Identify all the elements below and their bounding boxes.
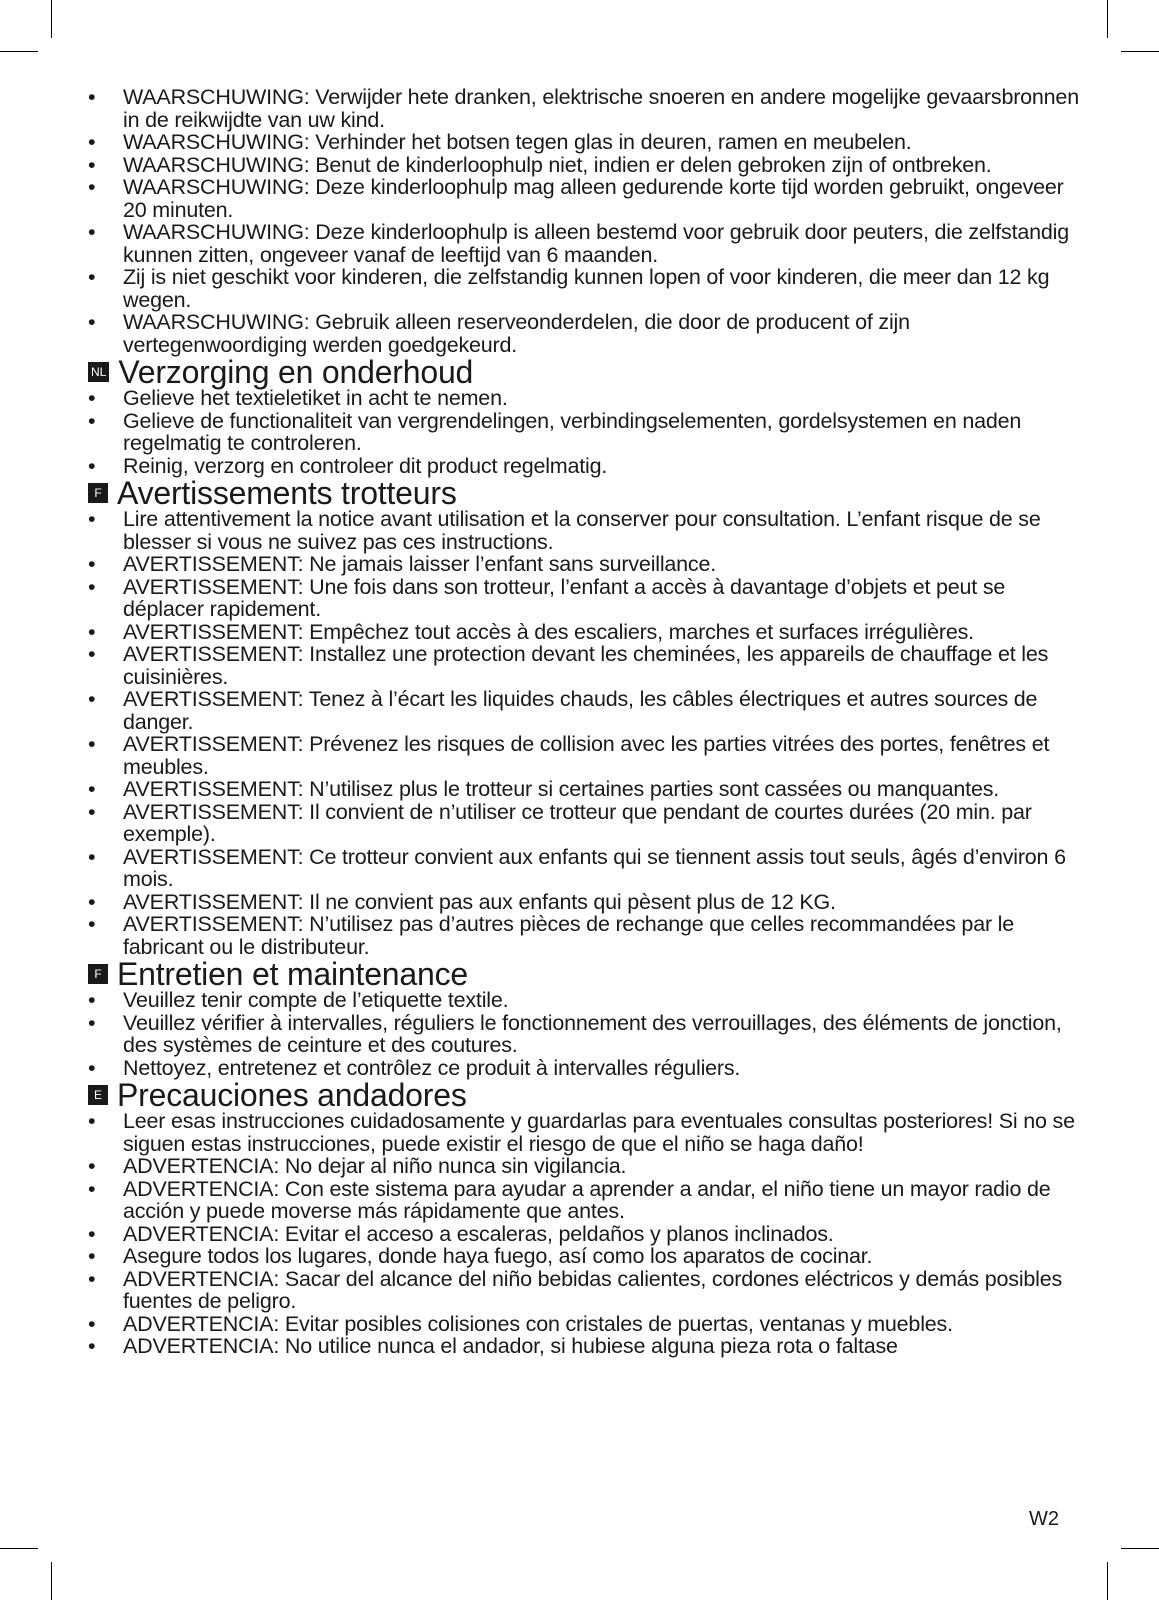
list-item-text: AVERTISSEMENT: Installez une protection devant les cheminées, les appareils de chauffage et les cuisinières. — [123, 642, 1049, 689]
crop-mark — [1107, 0, 1108, 38]
list-item-text: ADVERTENCIA: Evitar el acceso a escaleras, peldaños y planos inclinados. — [123, 1221, 834, 1246]
section-heading — [88, 1077, 1088, 1113]
list-item-text: Gelieve de functionaliteit van vergrendelingen, verbindingselementen, gordelsystemen en naden regelmatig te controleren. — [123, 408, 1022, 455]
bullet-icon: • — [88, 988, 96, 1012]
list-item-text: WAARSCHUWING: Deze kinderloophulp is alleen bestemd voor gebruik door peuters, die zelfstandig kunnen zitten, ongeveer vanaf de leeftijd van 6 maanden. — [123, 220, 1069, 267]
list-item — [88, 266, 1088, 311]
bullet-icon: • — [88, 408, 96, 433]
list-item-text: Leer esas instrucciones cuidadosamente y guardarlas para eventuales consultas posteriores! Si no se siguen estas instrucciones, puede existir el riesgo de que el niño se haga daño! — [123, 1109, 1075, 1156]
list-item — [88, 1057, 1088, 1080]
bullet-icon: • — [88, 1109, 96, 1133]
section-title: Avertissements trotteurs — [117, 475, 457, 511]
list-item-text: Zij is niet geschikt voor kinderen, die zelfstandig kunnen lopen of voor kinderen, die meer dan 12 kg wegen. — [123, 265, 1050, 312]
bullet-icon: • — [88, 1334, 96, 1358]
list-item-text: WAARSCHUWING: Deze kinderloophulp mag alleen gedurende korte tijd worden gebruikt, ongeveer 20 minuten. — [123, 175, 1064, 222]
list-item — [88, 1223, 1088, 1246]
bullet-icon: • — [88, 844, 96, 869]
bullet-icon: • — [88, 130, 96, 154]
bullet-icon: • — [88, 574, 96, 599]
list-item — [88, 733, 1088, 778]
section-heading — [88, 354, 1088, 390]
list-item-text: AVERTISSEMENT: Il convient de n’utiliser ce trotteur que pendant de courtes durées (20 min. par exemple). — [123, 799, 1032, 846]
bullet-icon: • — [88, 310, 96, 334]
list-item — [88, 1335, 1088, 1358]
section — [88, 1077, 1088, 1358]
list-item-text: ADVERTENCIA: No dejar al niño nunca sin vigilancia. — [123, 1154, 627, 1178]
list-item-text: AVERTISSEMENT: Tenez à l’écart les liquides chauds, les câbles électriques et autres sources de danger. — [123, 687, 1038, 734]
list-item-text: AVERTISSEMENT: Prévenez les risques de collision avec les parties vitrées des portes, fenêtres et meubles. — [123, 732, 1050, 779]
bullet-icon: • — [88, 85, 96, 109]
list-item-text: Veuillez vérifier à intervalles, réguliers le fonctionnement des verrouillages, des éléments de jonction, des systèmes de ceinture et des coutures. — [123, 1010, 1062, 1057]
crop-mark — [51, 0, 52, 38]
list-item — [88, 86, 1088, 131]
crop-mark — [0, 51, 38, 52]
bullet-list — [88, 1110, 1088, 1358]
list-item-text: WAARSCHUWING: Verhinder het botsen tegen glas in deuren, ramen en meubelen. — [123, 130, 912, 154]
bullet-icon: • — [88, 1154, 96, 1178]
list-item-text: Asegure todos los lugares, donde haya fuego, así como los aparatos de cocinar. — [123, 1244, 873, 1268]
list-item-text: ADVERTENCIA: Evitar posibles colisiones con cristales de puertas, ventanas y muebles. — [123, 1311, 953, 1336]
document-body — [88, 86, 1088, 1358]
list-item — [88, 989, 1088, 1012]
list-item — [88, 1178, 1088, 1223]
list-item-text: ADVERTENCIA: Con este sistema para ayudar a aprender a andar, el niño tiene un mayor radio de acción y puede moverse más rápidamente que antes. — [123, 1176, 1051, 1223]
list-item — [88, 553, 1088, 576]
bullet-icon: • — [88, 799, 96, 824]
bullet-icon: • — [88, 642, 96, 666]
section — [88, 956, 1088, 1080]
crop-mark — [1107, 1562, 1108, 1600]
section-heading — [88, 956, 1088, 992]
list-item — [88, 410, 1088, 455]
list-item — [88, 643, 1088, 688]
bullet-icon: • — [88, 175, 96, 199]
list-item-text: Lire attentivement la notice avant utilisation et la conserver pour consultation. L’enfant risque de se blesser si vous ne suivez pas ces instructions. — [123, 507, 1041, 554]
bullet-list — [88, 508, 1088, 958]
language-tag: E — [88, 1085, 108, 1105]
list-item — [88, 801, 1088, 846]
list-item-text: WAARSCHUWING: Benut de kinderloophulp niet, indien er delen gebroken zijn of ontbreken. — [123, 152, 992, 177]
list-item — [88, 1268, 1088, 1313]
list-item-text: AVERTISSEMENT: Ne jamais laisser l’enfant sans surveillance. — [123, 552, 717, 576]
list-item-text: WAARSCHUWING: Gebruik alleen reserveonderdelen, die door de producent of zijn vertegenwoordiging werden goedgekeurd. — [123, 310, 910, 357]
list-item-text: AVERTISSEMENT: Empêchez tout accès à des escaliers, marches et surfaces irrégulières. — [123, 619, 974, 644]
list-item-text: ADVERTENCIA: Sacar del alcance del niño bebidas calientes, cordones eléctricos y demás posibles fuentes de peligro. — [123, 1266, 1063, 1313]
bullet-icon: • — [88, 1221, 96, 1246]
list-item — [88, 891, 1088, 914]
section-title: Verzorging en onderhoud — [118, 354, 474, 390]
list-item — [88, 508, 1088, 553]
bullet-icon: • — [88, 1266, 96, 1291]
language-tag: NL — [88, 362, 109, 382]
bullet-icon: • — [88, 507, 96, 531]
section-heading — [88, 475, 1088, 511]
bullet-icon: • — [88, 220, 96, 244]
bullet-icon: • — [88, 453, 96, 478]
language-tag: F — [88, 964, 108, 984]
crop-mark — [1121, 51, 1159, 52]
list-item-text: Gelieve het textieletiket in acht te nemen. — [123, 386, 508, 410]
bullet-list — [88, 387, 1088, 477]
bullet-list — [88, 86, 1088, 356]
bullet-icon: • — [88, 912, 96, 936]
language-tag: F — [88, 483, 108, 503]
list-item — [88, 576, 1088, 621]
list-item — [88, 311, 1088, 356]
list-item — [88, 131, 1088, 154]
list-item — [88, 778, 1088, 801]
list-item — [88, 221, 1088, 266]
list-item-text: Nettoyez, entretenez et contrôlez ce produit à intervalles réguliers. — [123, 1055, 741, 1080]
section — [88, 86, 1088, 356]
list-item — [88, 621, 1088, 644]
list-item — [88, 846, 1088, 891]
bullet-icon: • — [88, 619, 96, 644]
list-item-text: WAARSCHUWING: Verwijder hete dranken, elektrische snoeren en andere mogelijke gevaarsbronnen in de reikwijdte van uw kind. — [123, 85, 1079, 132]
crop-mark — [1121, 1548, 1159, 1549]
list-item-text: AVERTISSEMENT: N’utilisez pas d’autres pièces de rechange que celles recommandées par le fabricant ou le distributeur. — [123, 912, 1015, 959]
bullet-icon: • — [88, 1176, 96, 1201]
list-item — [88, 455, 1088, 478]
list-item — [88, 1110, 1088, 1155]
section — [88, 354, 1088, 478]
bullet-icon: • — [88, 386, 96, 410]
section — [88, 475, 1088, 959]
list-item — [88, 688, 1088, 733]
list-item-text: ADVERTENCIA: No utilice nunca el andador, si hubiese alguna pieza rota o faltase — [123, 1334, 898, 1358]
bullet-icon: • — [88, 889, 96, 914]
crop-mark — [0, 1548, 38, 1549]
list-item-text: AVERTISSEMENT: N’utilisez plus le trotteur si certaines parties sont cassées ou manquantes. — [123, 777, 1000, 801]
section-title: Precauciones andadores — [117, 1077, 467, 1113]
bullet-icon: • — [88, 265, 96, 289]
page-number: W2 — [1029, 1508, 1059, 1530]
bullet-list — [88, 989, 1088, 1079]
bullet-icon: • — [88, 732, 96, 756]
list-item — [88, 154, 1088, 177]
list-item-text: Veuillez tenir compte de l’etiquette textile. — [123, 988, 509, 1012]
bullet-icon: • — [88, 1055, 96, 1080]
list-item — [88, 1245, 1088, 1268]
list-item-text: AVERTISSEMENT: Il ne convient pas aux enfants qui pèsent plus de 12 KG. — [123, 889, 836, 914]
bullet-icon: • — [88, 687, 96, 711]
section-title: Entretien et maintenance — [117, 956, 468, 992]
bullet-icon: • — [88, 152, 96, 177]
list-item-text: AVERTISSEMENT: Ce trotteur convient aux enfants qui se tiennent assis tout seuls, âgés d’environ 6 mois. — [123, 844, 1066, 891]
list-item — [88, 176, 1088, 221]
list-item — [88, 387, 1088, 410]
crop-mark — [51, 1562, 52, 1600]
bullet-icon: • — [88, 1311, 96, 1336]
list-item-text: AVERTISSEMENT: Une fois dans son trotteur, l’enfant a accès à davantage d’objets et peut se déplacer rapidement. — [123, 574, 1006, 621]
bullet-icon: • — [88, 1244, 96, 1268]
bullet-icon: • — [88, 552, 96, 576]
list-item — [88, 1012, 1088, 1057]
list-item-text: Reinig, verzorg en controleer dit product regelmatig. — [123, 453, 608, 478]
list-item — [88, 913, 1088, 958]
list-item — [88, 1155, 1088, 1178]
bullet-icon: • — [88, 1010, 96, 1035]
bullet-icon: • — [88, 777, 96, 801]
list-item — [88, 1313, 1088, 1336]
